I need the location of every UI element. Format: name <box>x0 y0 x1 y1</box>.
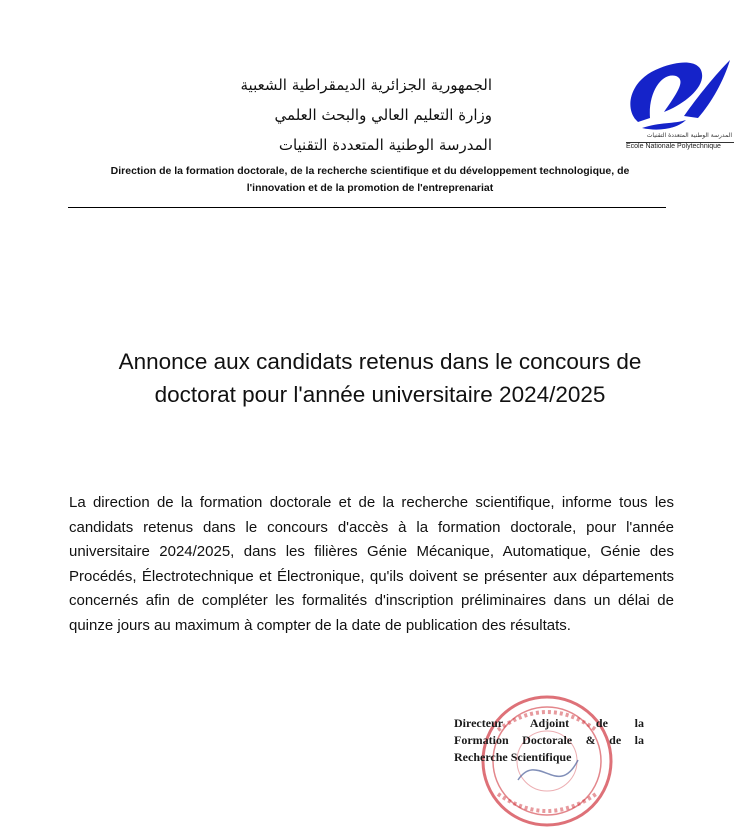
header-school-name: المدرسة الوطنية المتعددة التقنيات <box>278 136 492 154</box>
signature-word: Adjoint <box>529 716 570 730</box>
signature-word: Doctorale <box>522 733 573 747</box>
header-republic-name: الجمهورية الجزائرية الديمقراطية الشعبية <box>240 76 492 94</box>
logo-french-name: Ecole Nationale Polytechnique <box>626 142 734 150</box>
signature-word: Formation <box>454 733 509 747</box>
signature-word: la <box>634 716 644 730</box>
signature-word: de <box>609 733 622 747</box>
signature-word: & <box>585 733 596 747</box>
header-divider <box>68 207 666 208</box>
header-direction-line1: Direction de la formation doctorale, de la recherche scientifique et du développement technologique, de <box>110 165 630 177</box>
header-direction-line2: l'innovation et de la promotion de l'entreprenariat <box>246 182 494 194</box>
enp-logo <box>620 52 736 160</box>
header-direction <box>70 163 670 197</box>
signature-line-2 <box>454 733 644 748</box>
signature-word: de <box>595 716 608 730</box>
document-title-line2: doctorat pour l'année universitaire 2024/2025 <box>154 382 606 407</box>
signature-word: la <box>634 733 644 747</box>
announcement-paragraph: La direction de la formation doctorale et de la recherche scientifique, informe tous les candidats retenus dans le concours d'accès à la formation doctorale, pour l'année universitaire 2024/2025, dans les filières Génie Mécanique, Automatique, Génie des Procédés, Électrotechnique et Électronique, qu'ils doivent se présenter aux départements concernés afin de compléter les formalités d'inscription préliminaires dans un délai de quinze jours au maximum à compter de la date de publication des résultats. <box>69 494 674 634</box>
signature-line-1 <box>454 716 644 731</box>
enp-logo-icon <box>620 52 736 132</box>
document-title-line1: Annonce aux candidats retenus dans le concours de <box>118 349 642 374</box>
signature-word: Directeur <box>454 716 504 730</box>
header-ministry-name: وزارة التعليم العالي والبحث العلمي <box>274 106 492 124</box>
logo-arabic-name: المدرسة الوطنية المتعددة التقنيات <box>646 132 732 139</box>
signature-line-3: Recherche Scientifique <box>454 750 572 764</box>
document-title <box>60 345 700 411</box>
